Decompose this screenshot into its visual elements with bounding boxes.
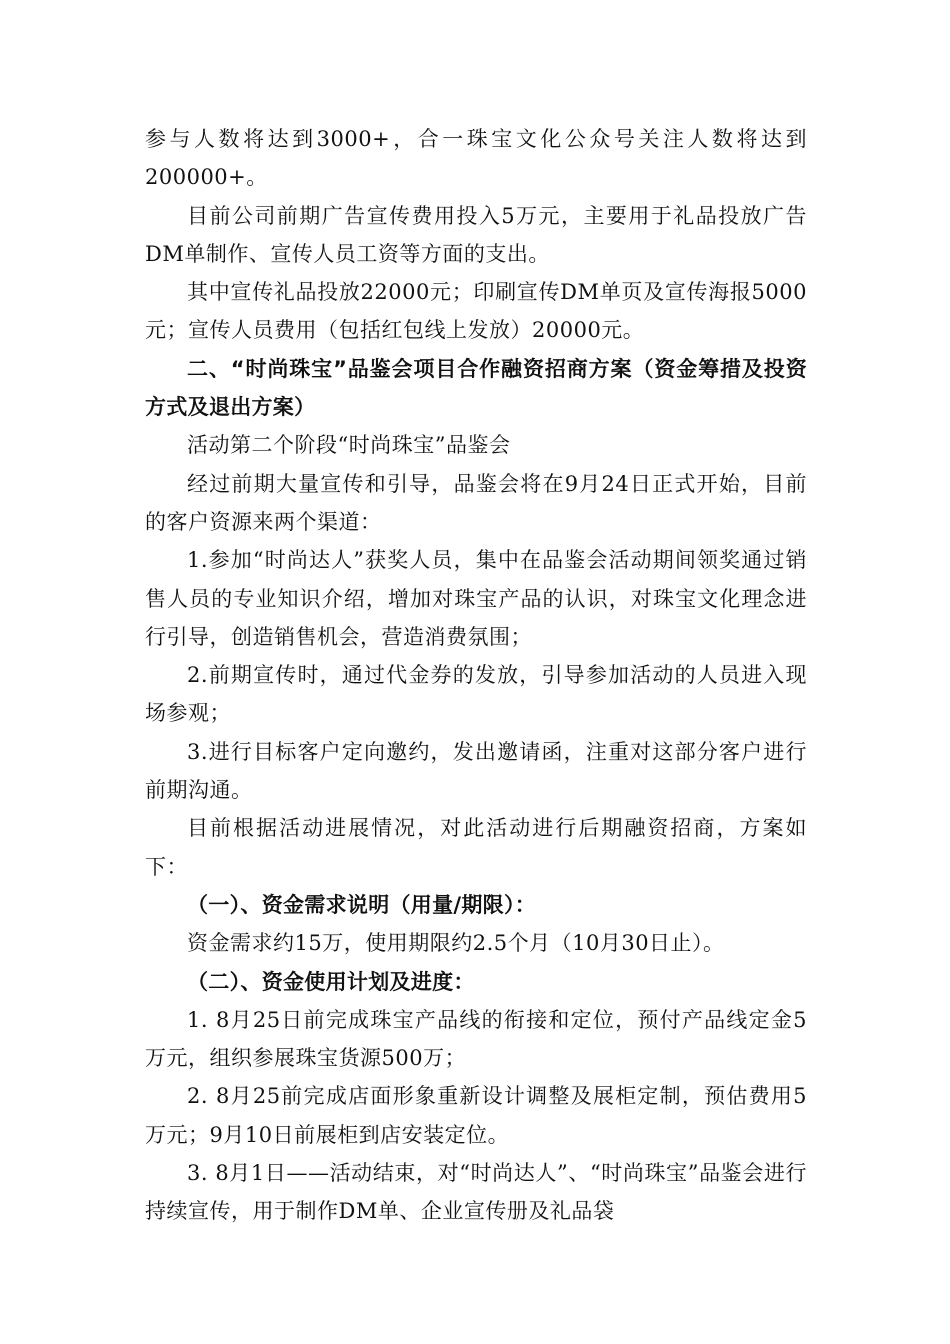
list-item-plan-2: 2. 8月25前完成店面形象重新设计调整及展柜定制，预估费用5万元；9月10日前展柜到店安装定位。 <box>145 1084 807 1147</box>
list-item-channel-2: 2.前期宣传时，通过代金券的发放，引导参加活动的人员进入现场参观； <box>145 663 807 726</box>
paragraph-stage-two: 活动第二个阶段“时尚珠宝”品鉴会 <box>187 433 511 458</box>
list-item-channel-3: 3.进行目标客户定向邀约，发出邀请函，注重对这部分客户进行前期沟通。 <box>145 739 807 803</box>
paragraph-funding-amount: 资金需求约15万，使用期限约2.5个月（10月30日止）。 <box>187 931 725 956</box>
list-item-channel-1: 1.参加“时尚达人”获奖人员，集中在品鉴会活动期间领奖通过销售人员的专业知识介绍，增加对珠宝产品的认识，对珠宝文化理念进行引导，创造销售机会，营造消费氛围； <box>145 548 807 649</box>
subheading-usage-plan: （二）、资金使用计划及进度： <box>187 969 475 994</box>
paragraph-budget-breakdown: 其中宣传礼品投放22000元；印刷宣传DM单页及宣传海报5000元；宣传人员费用（包括红包线上发放）20000元。 <box>145 280 807 343</box>
subheading-funding-needs: （一）、资金需求说明（用量/期限）： <box>187 892 537 917</box>
paragraph-ad-budget: 目前公司前期广告宣传费用投入5万元，主要用于礼品投放广告DM单制作、宣传人员工资等方面的支出。 <box>145 203 807 266</box>
paragraph-plan-intro: 目前根据活动进展情况，对此活动进行后期融资招商，方案如下： <box>145 816 807 879</box>
paragraph-event-start: 经过前期大量宣传和引导，品鉴会将在9月24日正式开始，目前的客户资源来两个渠道： <box>145 471 807 534</box>
list-item-plan-3: 3. 8月1日——活动结束，对“时尚达人”、“时尚珠宝”品鉴会进行持续宣传，用于制作DM单、企业宣传册及礼品袋 <box>145 1161 807 1224</box>
section-heading-financing-plan: 二、“时尚珠宝”品鉴会项目合作融资招商方案（资金筹措及投资方式及退出方案） <box>145 356 807 420</box>
list-item-plan-1: 1. 8月25日前完成珠宝产品线的衔接和定位，预付产品线定金5万元，组织参展珠宝货源500万； <box>145 1007 807 1071</box>
document-body <box>145 120 807 1231</box>
paragraph-participants: 参与人数将达到3000+，合一珠宝文化公众号关注人数将达到200000+。 <box>145 127 807 190</box>
